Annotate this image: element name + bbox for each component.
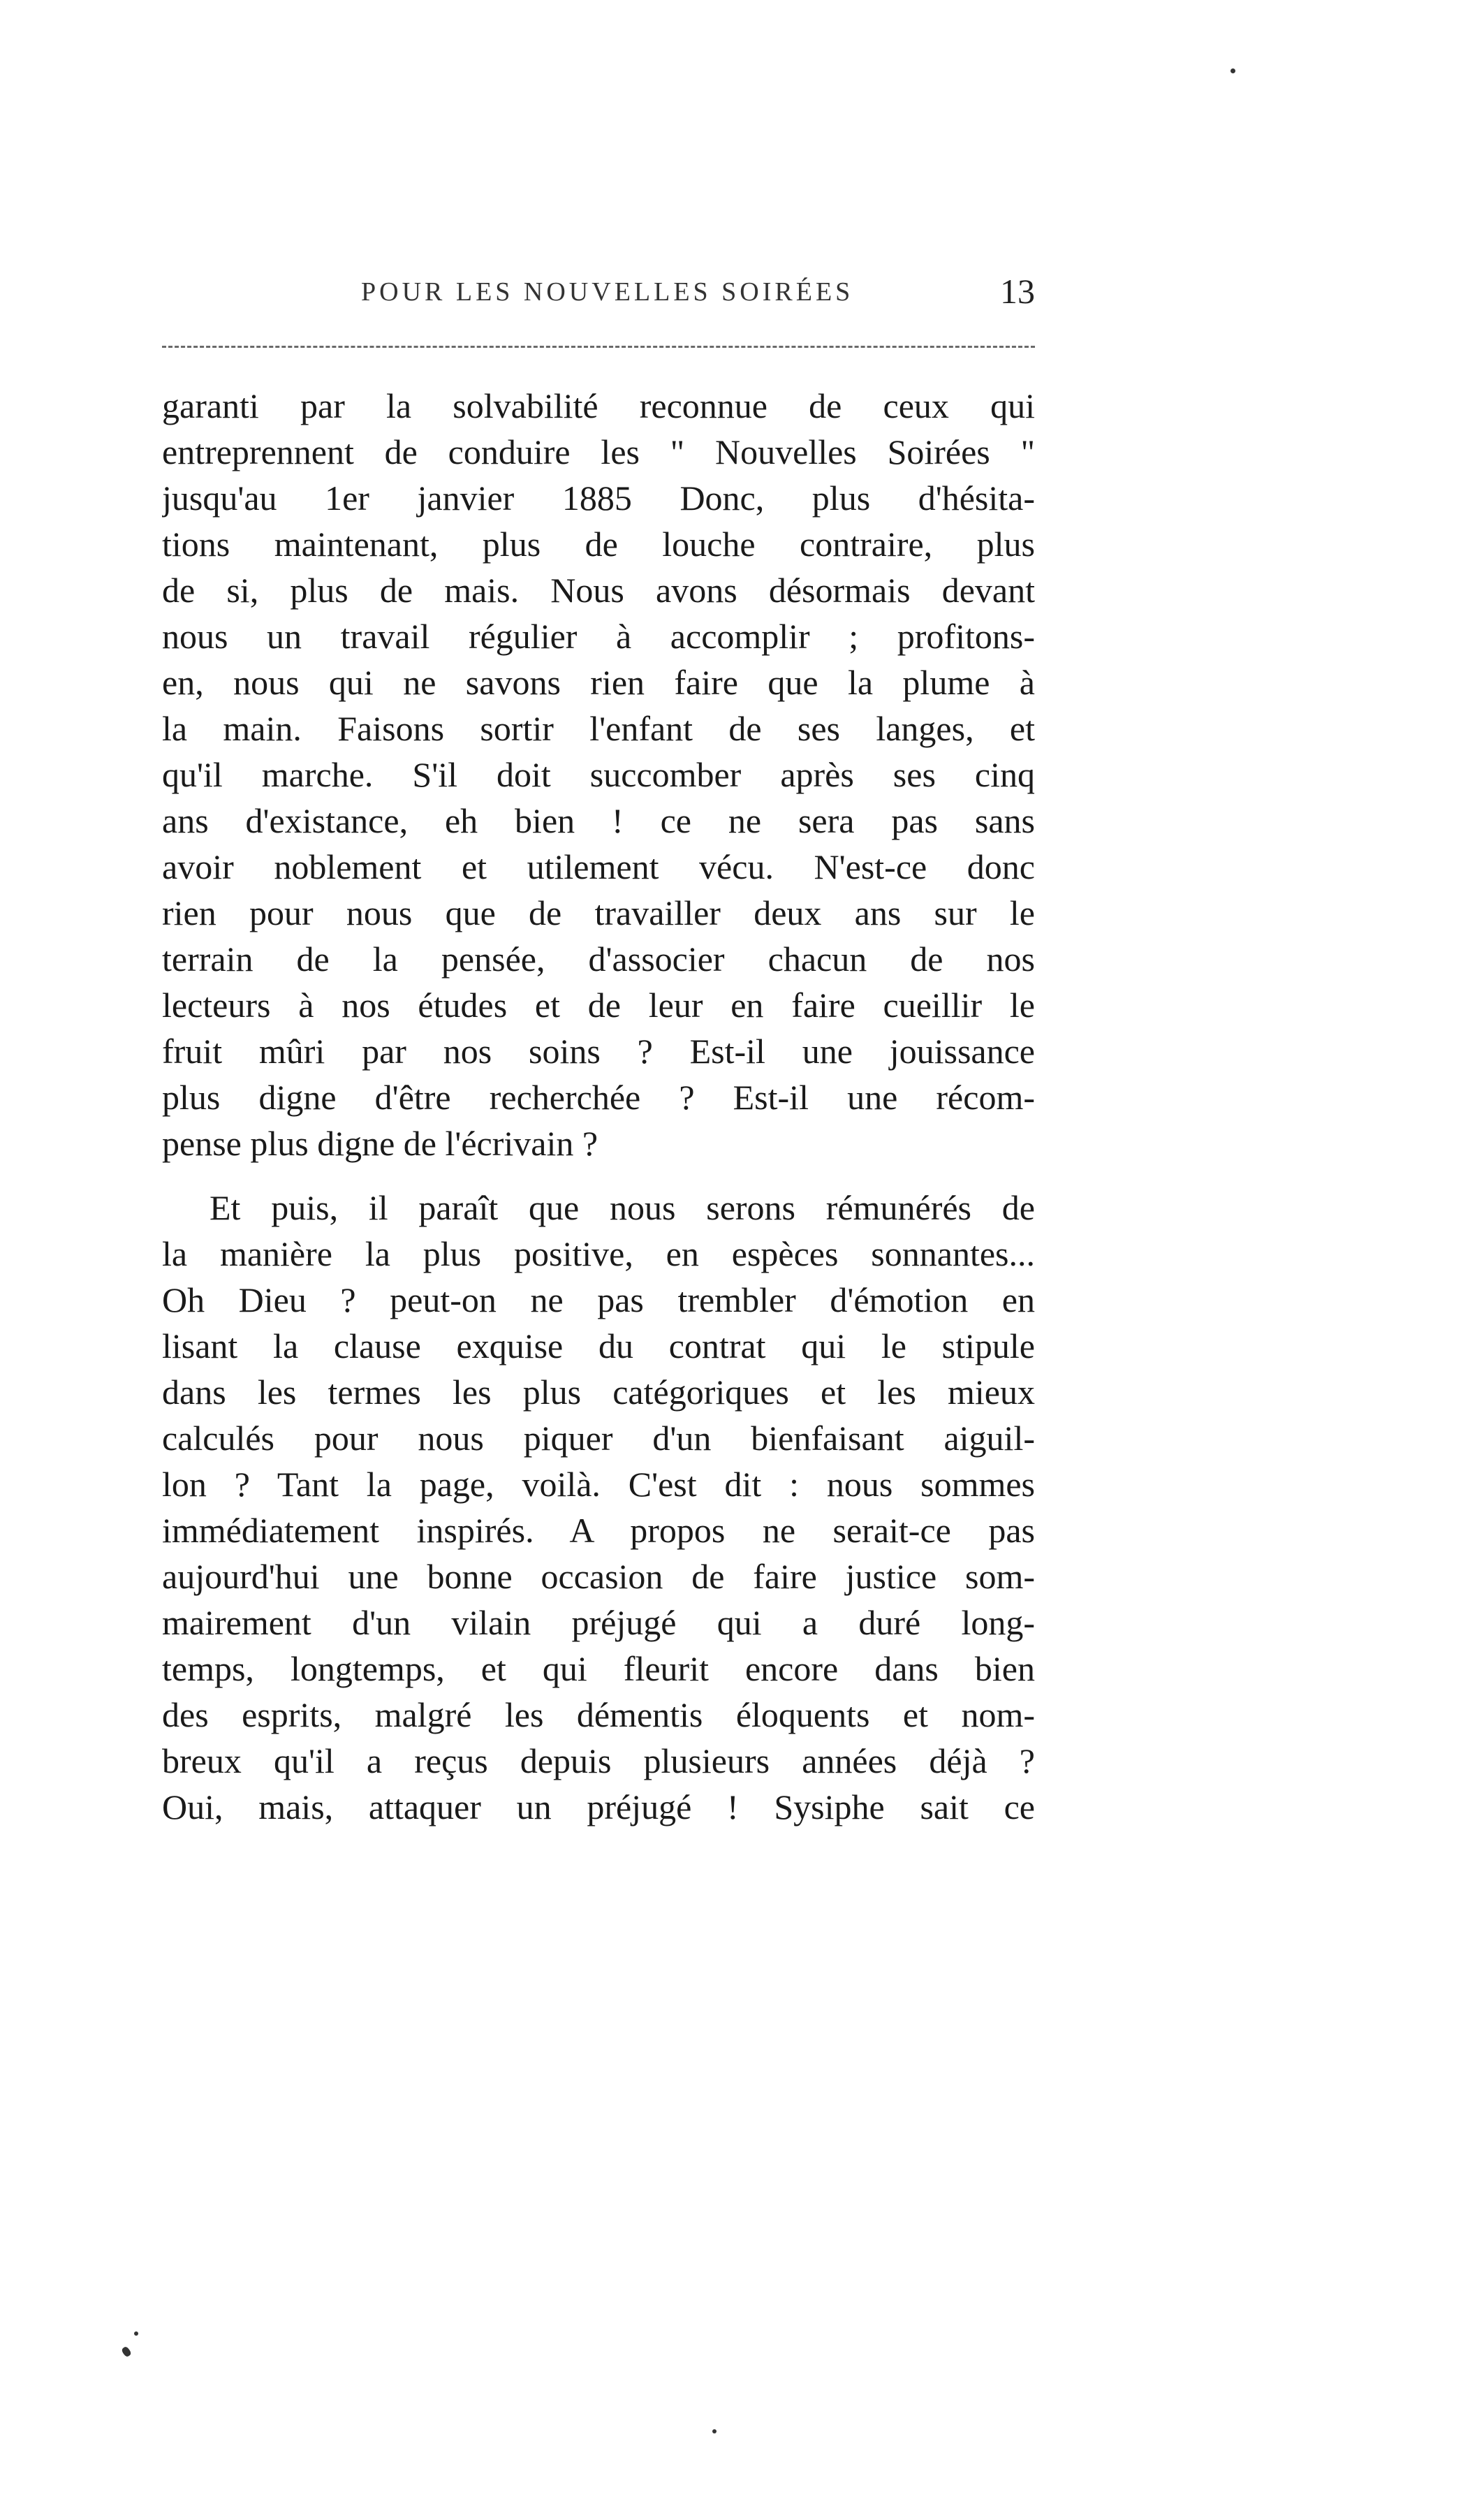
text-line: garanti par la solvabilité reconnue de ceux qui [162,386,1035,425]
text-line: rien pour nous que de travailler deux ans sur le [162,893,1035,932]
text-line: qu'il marche. S'il doit succomber après ses cinq [162,755,1035,794]
text-line: nous un travail régulier à accomplir ; profitons- [162,617,1035,656]
text-line: ans d'existance, eh bien ! ce ne sera pas sans [162,801,1035,840]
text-line: tions maintenant, plus de louche contraire, plus [162,525,1035,564]
text-line: breux qu'il a reçus depuis plusieurs années déjà ? [162,1741,1035,1780]
running-head: POUR LES NOUVELLES SOIRÉES [361,277,854,307]
text-line: Oh Dieu ? peut-on ne pas trembler d'émotion en [162,1280,1035,1319]
text-line: calculés pour nous piquer d'un bienfaisant aiguil- [162,1419,1035,1458]
scan-speck [134,2331,138,2336]
text-line: mairement d'un vilain préjugé qui a duré long- [162,1603,1035,1642]
text-line: la manière la plus positive, en espèces sonnantes... [162,1234,1035,1273]
text-line: terrain de la pensée, d'associer chacun de nos [162,939,1035,979]
text-line: des esprits, malgré les démentis éloquents et nom- [162,1695,1035,1734]
scan-speck [121,2345,132,2357]
text-line: lisant la clause exquise du contrat qui le stipule [162,1326,1035,1365]
paragraph-1 [162,383,1035,1166]
scan-speck [1230,68,1235,73]
text-line: temps, longtemps, et qui fleurit encore dans bien [162,1649,1035,1688]
text-line: entreprennent de conduire les " Nouvelles Soirées " [162,432,1035,471]
text-line: fruit mûri par nos soins ? Est-il une jouissance [162,1032,1035,1071]
text-line: de si, plus de mais. Nous avons désormais devant [162,571,1035,610]
text-line: pense plus digne de l'écrivain ? [162,1124,598,1163]
body-text [162,383,1035,1830]
text-line: lon ? Tant la page, voilà. C'est dit : nous sommes [162,1465,1035,1504]
page-number: 13 [1000,272,1035,311]
paragraph-2 [162,1185,1035,1830]
text-line: Et puis, il paraît que nous serons rémunérés de [210,1188,1035,1227]
text-line: immédiatement inspirés. A propos ne serait-ce pas [162,1511,1035,1550]
text-line: dans les termes les plus catégoriques et les mieux [162,1372,1035,1412]
header-rule [162,346,1035,348]
text-line: aujourd'hui une bonne occasion de faire justice som- [162,1557,1035,1596]
text-line: avoir noblement et utilement vécu. N'est-ce donc [162,847,1035,886]
text-line: en, nous qui ne savons rien faire que la plume à [162,663,1035,702]
text-line: la main. Faisons sortir l'enfant de ses langes, et [162,709,1035,748]
scan-speck [712,2429,717,2433]
paragraph-spacer [162,1166,1035,1185]
page-header [162,271,1035,320]
text-line: lecteurs à nos études et de leur en faire cueillir le [162,986,1035,1025]
text-line: plus digne d'être recherchée ? Est-il une récom- [162,1078,1035,1117]
text-line: Oui, mais, attaquer un préjugé ! Sysiphe sait ce [162,1787,1035,1826]
text-line: jusqu'au 1er janvier 1885 Donc, plus d'hésita- [162,478,1035,518]
